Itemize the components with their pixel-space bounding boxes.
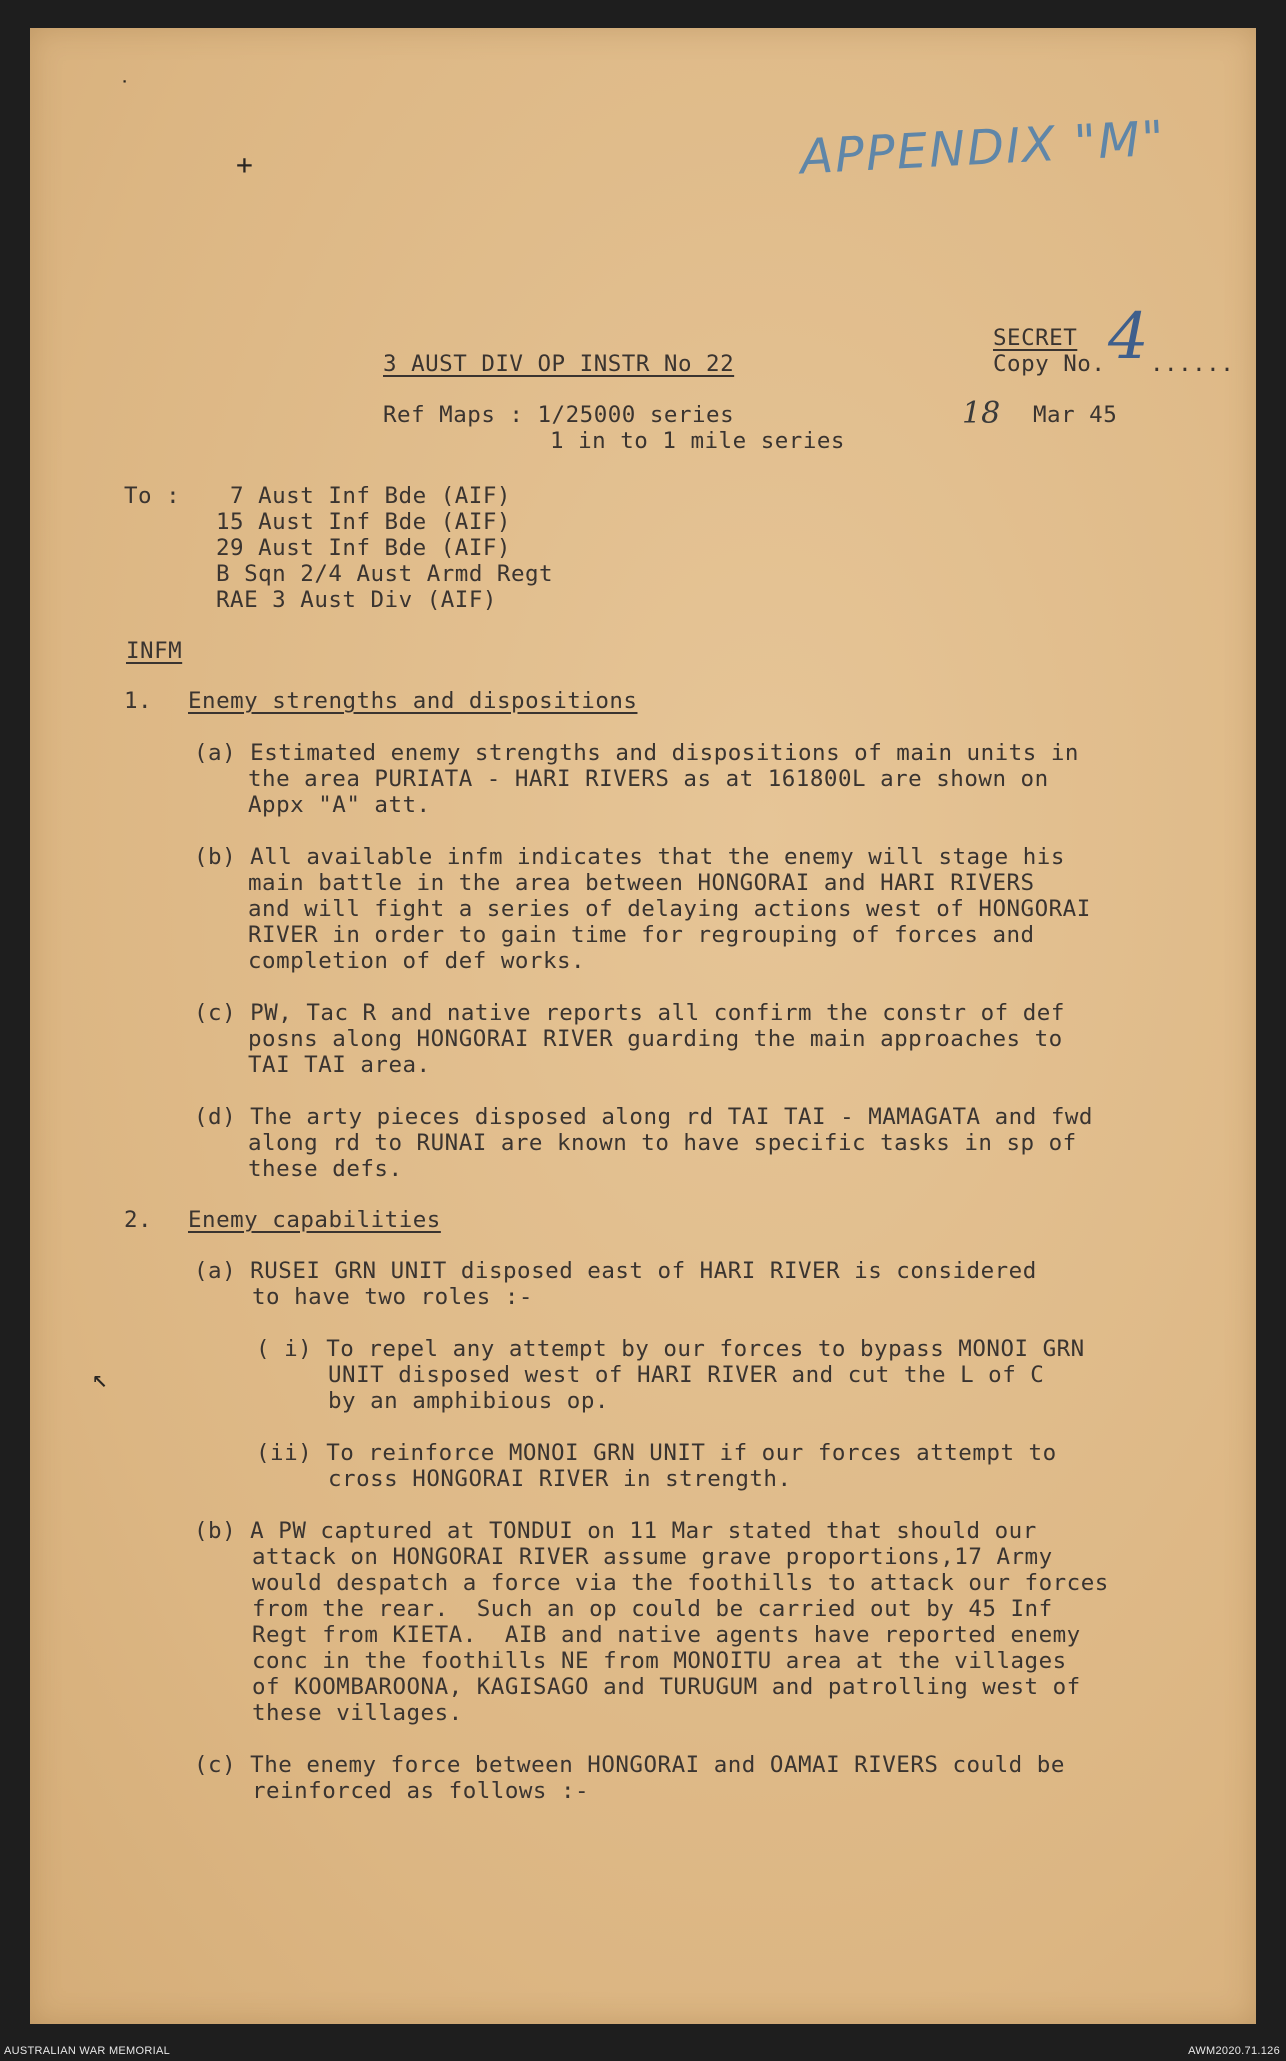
section-2-number: 2. (124, 1207, 153, 1233)
para-2b-line: would despatch a force via the foothills to attack our forces (252, 1570, 1109, 1596)
para-2a-i-line: ( i) To repel any attempt by our forces to bypass MONOI GRN (256, 1336, 1085, 1362)
copy-label: Copy No. (993, 351, 1106, 377)
para-1c-line: (c) PW, Tac R and native reports all confirm the constr of def (194, 1000, 1065, 1026)
para-1b-line: completion of def works. (248, 948, 586, 974)
para-2c-line: reinforced as follows :- (252, 1778, 590, 1804)
para-2b-line: from the rear. Such an op could be carried out by 45 Inf (252, 1596, 1053, 1622)
para-1b-line: main battle in the area between HONGORAI and HARI RIVERS (248, 870, 1035, 896)
para-1c-line: TAI TAI area. (248, 1052, 431, 1078)
para-2a-i-line: UNIT disposed west of HARI RIVER and cut the L of C (328, 1362, 1045, 1388)
classification-label: SECRET (993, 325, 1078, 351)
para-2b-line: these villages. (252, 1700, 463, 1726)
para-1a-line: (a) Estimated enemy strengths and dispositions of main units in (194, 740, 1079, 766)
copy-dots: ...... (1150, 351, 1235, 377)
para-2b-line: Regt from KIETA. AIB and native agents have reported enemy (252, 1622, 1081, 1648)
para-2b-line: of KOOMBAROONA, KAGISAGO and TURUGUM and patrolling west of (252, 1674, 1081, 1700)
para-2b-line: attack on HONGORAI RIVER assume grave proportions,17 Army (252, 1544, 1053, 1570)
para-2a-i-line: by an amphibious op. (328, 1388, 609, 1414)
para-1b-line: (b) All available infm indicates that the enemy will stage his (194, 844, 1065, 870)
para-1a-line: Appx "A" att. (248, 792, 431, 818)
para-1a-line: the area PURIATA - HARI RIVERS as at 161800L are shown on (248, 766, 1049, 792)
ref-maps-line-2: 1 in to 1 mile series (550, 428, 845, 454)
para-2c-line: (c) The enemy force between HONGORAI and OAMAI RIVERS could be (194, 1752, 1065, 1778)
para-1c-line: posns along HONGORAI RIVER guarding the main approaches to (248, 1026, 1063, 1052)
handwritten-copy-number: 4 (1108, 300, 1149, 374)
distribution-line: B Sqn 2/4 Aust Armd Regt (216, 561, 554, 587)
section-2-heading: Enemy capabilities (188, 1207, 441, 1233)
para-1b-line: RIVER in order to gain time for regrouping of forces and (248, 922, 1035, 948)
para-1d-line: (d) The arty pieces disposed along rd TAI TAI - MAMAGATA and fwd (194, 1104, 1093, 1130)
pencil-mark: + (236, 148, 253, 181)
pencil-mark: ↖ (92, 1364, 108, 1394)
para-1d-line: these defs. (248, 1156, 403, 1182)
handwritten-appendix-note: APPENDIX "M" (798, 110, 1168, 186)
distribution-line: 15 Aust Inf Bde (AIF) (216, 509, 511, 535)
para-2a-ii-line: (ii) To reinforce MONOI GRN UNIT if our forces attempt to (256, 1440, 1057, 1466)
para-2a-line: (a) RUSEI GRN UNIT disposed east of HARI RIVER is considered (194, 1258, 1037, 1284)
pencil-mark: ˙ (118, 78, 132, 103)
para-2b-line: conc in the foothills NE from MONOITU area at the villages (252, 1648, 1067, 1674)
para-2b-line: (b) A PW captured at TONDUI on 11 Mar stated that should our (194, 1518, 1037, 1544)
to-label: To : (124, 483, 181, 509)
distribution-line: 29 Aust Inf Bde (AIF) (216, 535, 511, 561)
para-2a-ii-line: cross HONGORAI RIVER in strength. (328, 1466, 792, 1492)
section-1-heading: Enemy strengths and dispositions (188, 688, 638, 714)
document-title: 3 AUST DIV OP INSTR No 22 (383, 351, 735, 377)
section-1-number: 1. (124, 688, 153, 714)
distribution-line: 7 Aust Inf Bde (AIF) (230, 483, 511, 509)
footer-right: AWM2020.71.126 (1188, 2045, 1280, 2057)
footer-left: AUSTRALIAN WAR MEMORIAL (4, 2045, 171, 2057)
para-1d-line: along rd to RUNAI are known to have specific tasks in sp of (248, 1130, 1077, 1156)
distribution-line: RAE 3 Aust Div (AIF) (216, 587, 497, 613)
ref-maps-line-1: Ref Maps : 1/25000 series (383, 402, 735, 428)
para-2a-line: to have two roles :- (252, 1284, 533, 1310)
para-1b-line: and will fight a series of delaying actions west of HONGORAI (248, 896, 1091, 922)
document-date: Mar 45 (1033, 402, 1118, 428)
infm-heading: INFM (126, 638, 183, 664)
handwritten-day: 18 (962, 396, 1001, 431)
